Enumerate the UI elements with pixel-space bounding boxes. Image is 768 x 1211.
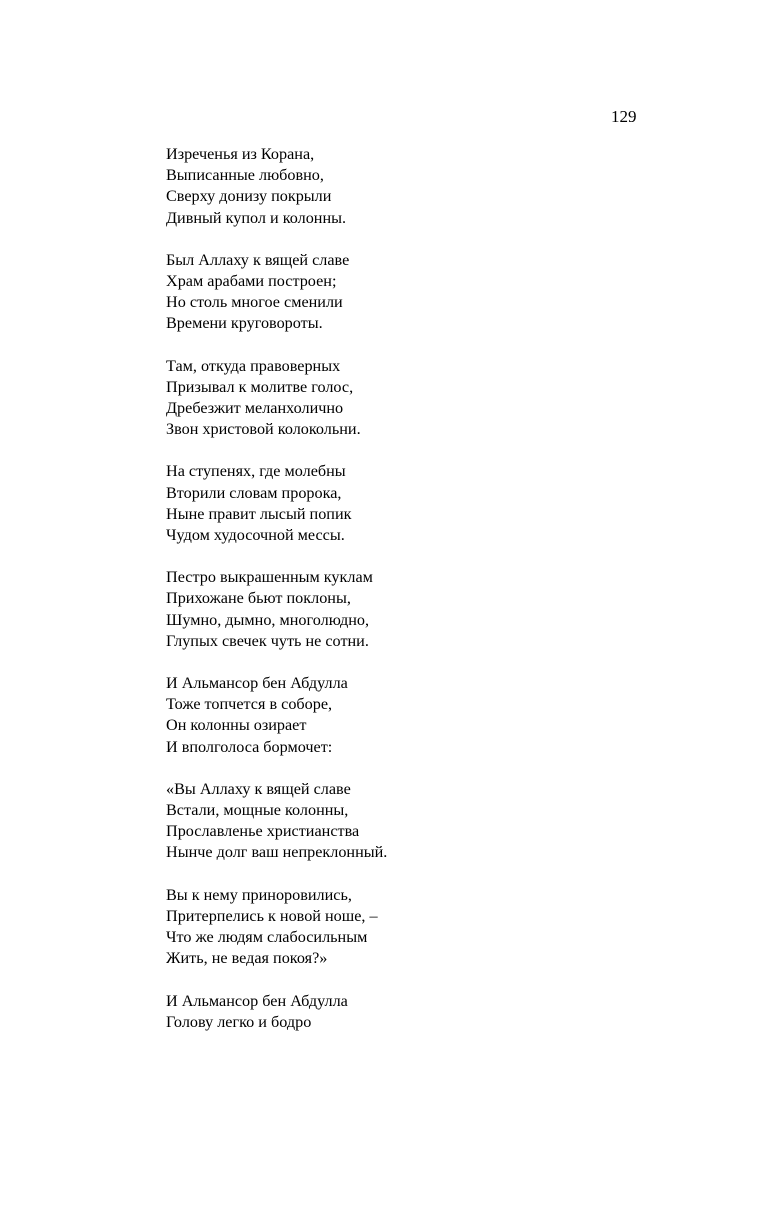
poem-line: Тоже топчется в соборе, [166,695,333,714]
poem-line: Встали, мощные колонны, [166,801,349,820]
poem-body [166,144,666,1054]
poem-line: И Альмансор бен Абдулла [166,991,348,1010]
page-number: 129 [611,107,637,126]
poem-line: Дивный купол и колонны. [166,208,347,227]
poem-line: На ступенях, где молебны [166,462,346,481]
poem-line: И Альмансор бен Абдулла [166,674,348,693]
poem-line: Звон христовой колокольни. [166,420,361,439]
poem-line: Шумно, дымно, многолюдно, [166,610,370,629]
poem-line: «Вы Аллаху к вящей славе [166,779,351,798]
stanza [166,673,666,758]
stanza [166,356,666,441]
poem-line: Прихожане бьют поклоны, [166,589,351,608]
poem-line: Времени круговороты. [166,314,323,333]
stanza [166,885,666,970]
poem-line: Сверху донизу покрыли [166,187,332,206]
stanza [166,250,666,335]
poem-line: Глупых свечек чуть не сотни. [166,631,369,650]
poem-line: Жить, не ведая покоя?» [166,949,328,968]
stanza [166,144,666,229]
poem-line: Там, откуда правоверных [166,356,341,375]
poem-line: Дребезжит меланхолично [166,399,344,418]
stanza [166,991,666,1033]
poem-line: Притерпелись к новой ноше, – [166,906,378,925]
stanza [166,567,666,652]
poem-line: Что же людям слабосильным [166,928,368,947]
stanza [166,779,666,864]
poem-line: Выписанные любовно, [166,166,324,185]
poem-line: Чудом худосочной мессы. [166,526,345,545]
poem-line: Храм арабами построен; [166,272,337,291]
poem-line: Голову легко и бодро [166,1012,312,1031]
poem-line: Был Аллаху к вящей славе [166,250,350,269]
poem-line: Пестро выкрашенным куклам [166,568,373,587]
poem-line: Вы к нему приноровились, [166,885,352,904]
poem-line: Нынче долг ваш непреклонный. [166,843,388,862]
poem-line: И вполголоса бормочет: [166,737,333,756]
poem-line: Ныне правит лысый попик [166,504,352,523]
poem-line: Прославленье христианства [166,822,360,841]
poem-line: Он колонны озирает [166,716,307,735]
poem-line: Но столь многое сменили [166,293,343,312]
poem-line: Призывал к молитве голос, [166,377,354,396]
poem-line: Изреченья из Корана, [166,145,315,163]
stanza [166,461,666,546]
poem-line: Вторили словам пророка, [166,483,342,502]
